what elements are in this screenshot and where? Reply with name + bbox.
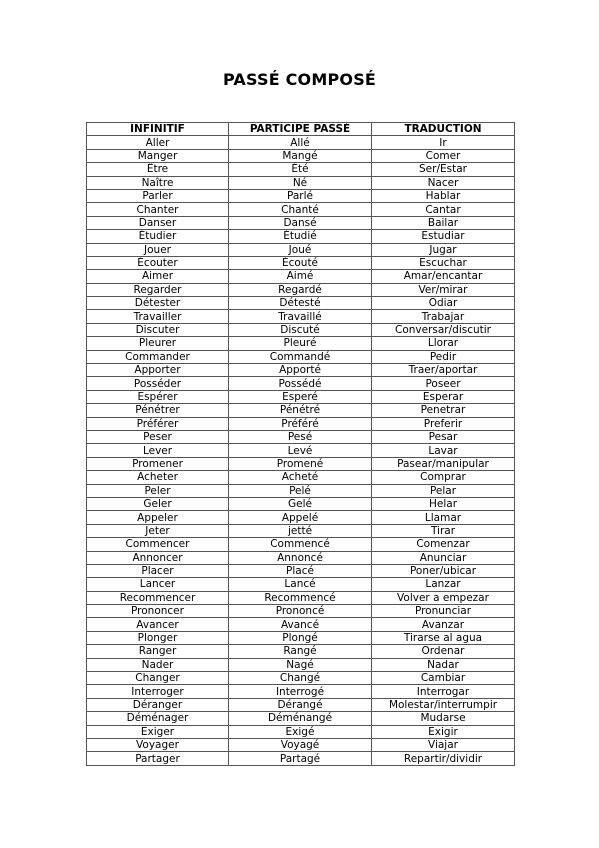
table-row [87,497,515,510]
cell-traduction: Repartir/dividir [372,752,515,765]
cell-infinitif: Pleurer [87,337,229,350]
cell-traduction: Preferir [372,417,515,430]
cell-traduction: Helar [372,497,515,510]
cell-traduction: Viajar [372,738,515,751]
cell-participe-passe: Commandé [229,350,372,363]
table-row [87,698,515,711]
cell-traduction: Trabajar [372,310,515,323]
cell-infinitif: Préférer [87,417,229,430]
cell-infinitif: Écouter [87,256,229,269]
cell-infinitif: Annoncer [87,551,229,564]
cell-participe-passe: Pénétré [229,404,372,417]
cell-participe-passe: jetté [229,524,372,537]
cell-participe-passe: Plongé [229,631,372,644]
cell-participe-passe: Joué [229,243,372,256]
cell-traduction: Amar/encantar [372,270,515,283]
cell-infinitif: Voyager [87,738,229,751]
cell-participe-passe: Pesé [229,430,372,443]
table-row [87,377,515,390]
cell-participe-passe: Voyagé [229,738,372,751]
cell-infinitif: Promener [87,457,229,470]
cell-traduction: Exigir [372,725,515,738]
column-header-infinitif: INFINITIF [87,123,229,136]
cell-traduction: Nacer [372,176,515,189]
cell-participe-passe: Né [229,176,372,189]
table-row [87,404,515,417]
cell-participe-passe: Avancé [229,618,372,631]
cell-infinitif: Déménager [87,712,229,725]
verb-table [86,122,515,766]
cell-infinitif: Appeler [87,511,229,524]
cell-participe-passe: Interrogé [229,685,372,698]
cell-traduction: Tirarse al agua [372,631,515,644]
cell-traduction: Pelar [372,484,515,497]
cell-traduction: Pedir [372,350,515,363]
cell-infinitif: Détester [87,297,229,310]
table-row [87,658,515,671]
cell-participe-passe: Dérangé [229,698,372,711]
cell-traduction: Nadar [372,658,515,671]
table-row [87,672,515,685]
cell-traduction: Jugar [372,243,515,256]
cell-participe-passe: Mangé [229,149,372,162]
cell-infinitif: Chanter [87,203,229,216]
table-row [87,417,515,430]
cell-infinitif: Discuter [87,323,229,336]
table-row [87,149,515,162]
cell-infinitif: Nader [87,658,229,671]
table-row [87,538,515,551]
cell-traduction: Conversar/discutir [372,323,515,336]
cell-traduction: Comprar [372,471,515,484]
cell-infinitif: Commencer [87,538,229,551]
cell-traduction: Volver a empezar [372,591,515,604]
cell-traduction: Esperar [372,390,515,403]
cell-infinitif: Aller [87,136,229,149]
cell-infinitif: Travailler [87,310,229,323]
table-row [87,189,515,202]
cell-participe-passe: Travaillé [229,310,372,323]
table-row [87,712,515,725]
cell-participe-passe: Nagé [229,658,372,671]
table-row [87,430,515,443]
cell-infinitif: Parler [87,189,229,202]
cell-infinitif: Changer [87,672,229,685]
cell-traduction: Avanzar [372,618,515,631]
table-row [87,631,515,644]
table-row [87,645,515,658]
cell-participe-passe: Pleuré [229,337,372,350]
cell-traduction: Anunciar [372,551,515,564]
cell-traduction: Pesar [372,430,515,443]
table-row [87,136,515,149]
table-row [87,337,515,350]
cell-infinitif: Manger [87,149,229,162]
cell-infinitif: Danser [87,216,229,229]
table-row [87,283,515,296]
table-row [87,564,515,577]
cell-infinitif: Prononcer [87,605,229,618]
cell-traduction: Cambiar [372,672,515,685]
cell-infinitif: Regarder [87,283,229,296]
cell-traduction: Lavar [372,444,515,457]
cell-traduction: Molestar/interrumpir [372,698,515,711]
table-row [87,163,515,176]
cell-traduction: Mudarse [372,712,515,725]
cell-participe-passe: Préféré [229,417,372,430]
cell-participe-passe: Étudié [229,230,372,243]
table-row [87,752,515,765]
page-title: PASSÉ COMPOSÉ [222,70,377,89]
cell-traduction: Ir [372,136,515,149]
table-row [87,738,515,751]
cell-infinitif: Exiger [87,725,229,738]
cell-infinitif: Avancer [87,618,229,631]
cell-traduction: Poseer [372,377,515,390]
cell-traduction: Interrogar [372,685,515,698]
table-row [87,618,515,631]
table-row [87,297,515,310]
cell-participe-passe: Commencé [229,538,372,551]
cell-participe-passe: Discuté [229,323,372,336]
table-row [87,176,515,189]
cell-infinitif: Naître [87,176,229,189]
cell-infinitif: Déranger [87,698,229,711]
cell-participe-passe: Placé [229,564,372,577]
table-row [87,725,515,738]
table-row [87,591,515,604]
table-row [87,578,515,591]
cell-infinitif: Espérer [87,390,229,403]
cell-traduction: Cantar [372,203,515,216]
table-row [87,551,515,564]
table-row [87,685,515,698]
table-row [87,471,515,484]
table-row [87,256,515,269]
cell-infinitif: Lancer [87,578,229,591]
cell-participe-passe: Détesté [229,297,372,310]
table-row [87,243,515,256]
table-row [87,605,515,618]
cell-traduction: Hablar [372,189,515,202]
cell-traduction: Traer/aportar [372,364,515,377]
cell-participe-passe: Lancé [229,578,372,591]
cell-participe-passe: Aimé [229,270,372,283]
cell-participe-passe: Possédé [229,377,372,390]
cell-infinitif: Acheter [87,471,229,484]
cell-participe-passe: Exigé [229,725,372,738]
cell-infinitif: Jouer [87,243,229,256]
cell-infinitif: Posséder [87,377,229,390]
cell-traduction: Poner/ubicar [372,564,515,577]
cell-traduction: Tirar [372,524,515,537]
cell-participe-passe: Apporté [229,364,372,377]
column-header-participe-passe: PARTICIPE PASSÉ [229,123,372,136]
cell-traduction: Ver/mirar [372,283,515,296]
table-row [87,270,515,283]
cell-infinitif: Commander [87,350,229,363]
cell-infinitif: Peler [87,484,229,497]
cell-participe-passe: Levé [229,444,372,457]
cell-infinitif: Ranger [87,645,229,658]
cell-infinitif: Apporter [87,364,229,377]
cell-traduction: Llamar [372,511,515,524]
table-row [87,310,515,323]
cell-participe-passe: Recommencé [229,591,372,604]
cell-traduction: Ordenar [372,645,515,658]
table-row [87,230,515,243]
cell-traduction: Pasear/manipular [372,457,515,470]
table-row [87,457,515,470]
table-body [87,136,515,765]
table-row [87,390,515,403]
cell-participe-passe: Chanté [229,203,372,216]
cell-infinitif: Interroger [87,685,229,698]
cell-traduction: Comer [372,149,515,162]
cell-participe-passe: Acheté [229,471,372,484]
cell-infinitif: Geler [87,497,229,510]
cell-participe-passe: Rangé [229,645,372,658]
cell-infinitif: Recommencer [87,591,229,604]
cell-participe-passe: Pelé [229,484,372,497]
cell-participe-passe: Déménangé [229,712,372,725]
cell-traduction: Llorar [372,337,515,350]
cell-traduction: Pronunciar [372,605,515,618]
column-header-traduction: TRADUCTION [372,123,515,136]
cell-participe-passe: Gelé [229,497,372,510]
cell-participe-passe: Appelé [229,511,372,524]
cell-traduction: Lanzar [372,578,515,591]
cell-traduction: Ser/Estar [372,163,515,176]
cell-infinitif: Lever [87,444,229,457]
table-header-row [87,123,515,136]
cell-participe-passe: Promené [229,457,372,470]
cell-traduction: Odiar [372,297,515,310]
table-row [87,323,515,336]
cell-traduction: Estudiar [372,230,515,243]
cell-participe-passe: Dansé [229,216,372,229]
table-row [87,350,515,363]
table-row [87,216,515,229]
cell-infinitif: Pénétrer [87,404,229,417]
cell-participe-passe: Été [229,163,372,176]
cell-infinitif: Peser [87,430,229,443]
cell-participe-passe: Prononcé [229,605,372,618]
cell-participe-passe: Changé [229,672,372,685]
cell-participe-passe: Écouté [229,256,372,269]
cell-participe-passe: Partagé [229,752,372,765]
cell-traduction: Comenzar [372,538,515,551]
cell-infinitif: Jeter [87,524,229,537]
cell-participe-passe: Parlé [229,189,372,202]
cell-infinitif: Partager [87,752,229,765]
cell-traduction: Escuchar [372,256,515,269]
table-row [87,524,515,537]
cell-infinitif: Aimer [87,270,229,283]
table-row [87,484,515,497]
table-row [87,444,515,457]
cell-participe-passe: Allé [229,136,372,149]
cell-infinitif: Étudier [87,230,229,243]
cell-traduction: Penetrar [372,404,515,417]
cell-traduction: Bailar [372,216,515,229]
cell-infinitif: Plonger [87,631,229,644]
table-row [87,203,515,216]
cell-participe-passe: Annoncé [229,551,372,564]
table-row [87,511,515,524]
cell-infinitif: Placer [87,564,229,577]
cell-infinitif: Être [87,163,229,176]
cell-participe-passe: Esperé [229,390,372,403]
cell-participe-passe: Regardé [229,283,372,296]
table-row [87,364,515,377]
